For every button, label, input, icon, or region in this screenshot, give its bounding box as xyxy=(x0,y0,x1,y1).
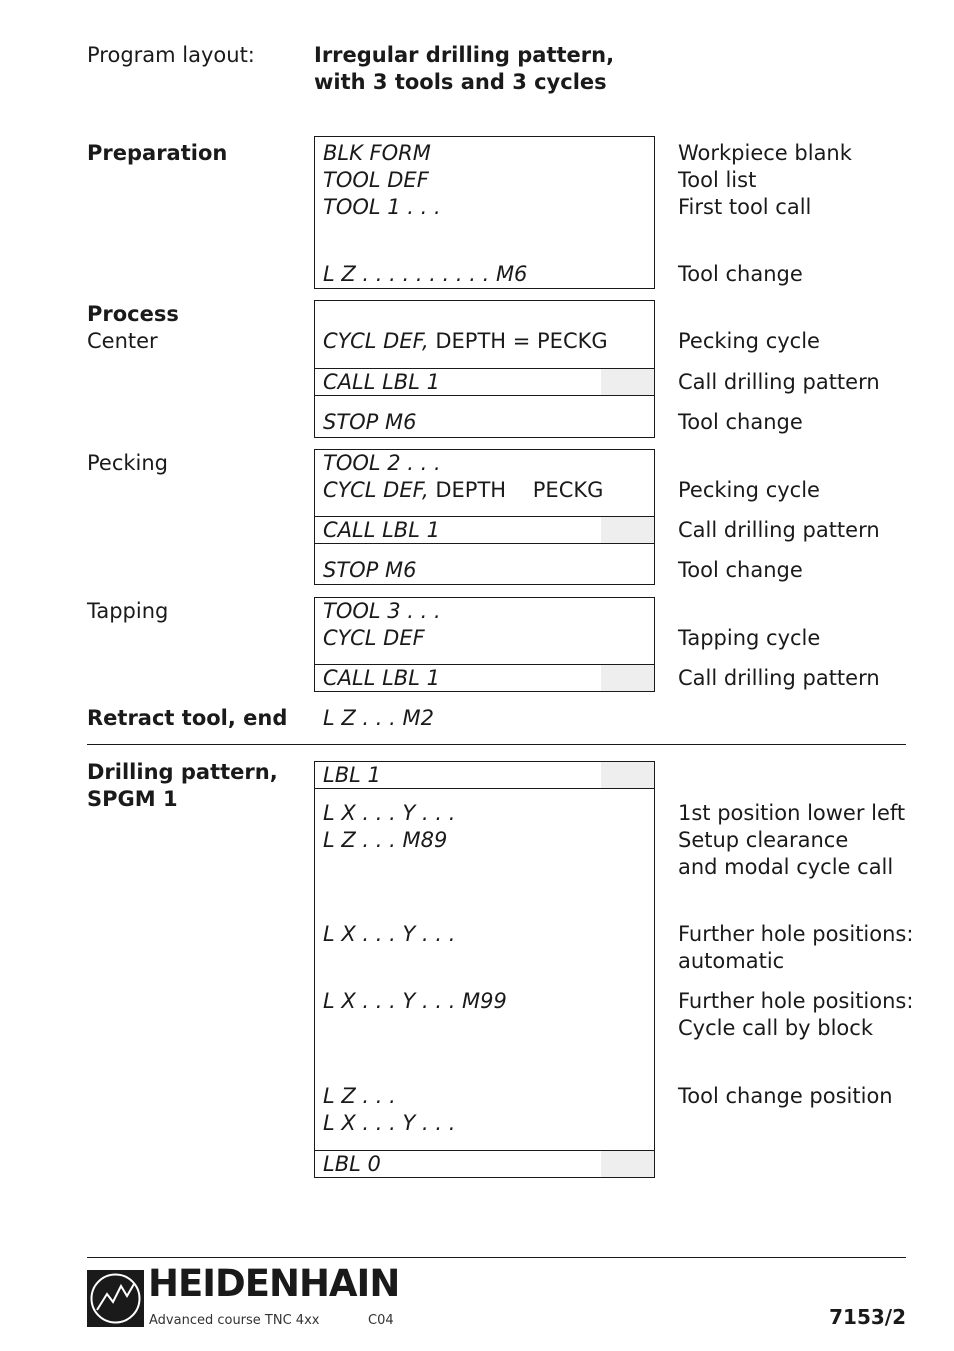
dp-code-4b: L X . . . Y . . . xyxy=(323,1111,456,1135)
pecking-label: Pecking xyxy=(87,451,169,475)
tapping-tool-3: TOOL 3 . . . xyxy=(323,599,441,623)
desc-automatic: automatic xyxy=(678,949,785,973)
course-code: C04 xyxy=(368,1313,394,1328)
code-tool-def: TOOL DEF xyxy=(323,168,429,192)
spgm-label: SPGM 1 xyxy=(87,787,178,811)
desc-setup-clearance: Setup clearance xyxy=(678,828,849,852)
pecking-stop-m6: STOP M6 xyxy=(323,558,417,582)
dp-code-1a: L X . . . Y . . . xyxy=(323,801,456,825)
desc-tool-change: Tool change xyxy=(678,262,803,286)
dp-code-4a: L Z . . . xyxy=(323,1084,396,1108)
desc-modal-cycle-call: and modal cycle call xyxy=(678,855,894,879)
desc-further-positions-2: Further hole positions: xyxy=(678,989,914,1013)
center-label: Center xyxy=(87,329,158,353)
desc-center-call: Call drilling pattern xyxy=(678,370,880,394)
desc-cycle-call-by-block: Cycle call by block xyxy=(678,1016,873,1040)
desc-first-tool-call: First tool call xyxy=(678,195,812,219)
dp-code-1b: L Z . . . M89 xyxy=(323,828,448,852)
lbl-1-start: LBL 1 xyxy=(314,761,655,789)
dp-code-3: L X . . . Y . . . M99 xyxy=(323,989,507,1013)
tapping-cycle-def: CYCL DEF xyxy=(323,626,425,650)
desc-tapping-cycle: Tapping cycle xyxy=(678,626,821,650)
pecking-cycle-def: CYCL DEF, DEPTH PECKG xyxy=(323,478,604,502)
dp-code-2: L X . . . Y . . . xyxy=(323,922,456,946)
retract-code: L Z . . . M2 xyxy=(323,706,434,730)
center-cycle-def: CYCL DEF, DEPTH = PECKG xyxy=(323,329,608,353)
lbl-0-end: LBL 0 xyxy=(314,1150,655,1178)
brand-wordmark: HEIDENHAIN xyxy=(148,1262,400,1305)
preparation-label: Preparation xyxy=(87,141,228,165)
program-title-line2: with 3 tools and 3 cycles xyxy=(314,70,607,94)
footer-divider xyxy=(87,1257,906,1258)
center-stop-m6: STOP M6 xyxy=(323,410,417,434)
desc-tool-list: Tool list xyxy=(678,168,757,192)
desc-1st-position: 1st position lower left xyxy=(678,801,906,825)
section-divider xyxy=(87,744,906,745)
pecking-call-lbl: CALL LBL 1 xyxy=(314,516,655,544)
center-call-lbl: CALL LBL 1 xyxy=(314,368,655,396)
desc-center-tool-change: Tool change xyxy=(678,410,803,434)
process-label: Process xyxy=(87,302,179,326)
program-layout-label: Program layout: xyxy=(87,43,255,67)
desc-center-pecking: Pecking cycle xyxy=(678,329,820,353)
desc-tool-change-position: Tool change position xyxy=(678,1084,893,1108)
pecking-tool-2: TOOL 2 . . . xyxy=(323,451,441,475)
tapping-label: Tapping xyxy=(87,599,169,623)
document-number: 7153/2 xyxy=(829,1305,906,1329)
desc-pecking-tool-change: Tool change xyxy=(678,558,803,582)
heidenhain-logo-icon xyxy=(87,1270,144,1327)
tapping-call-lbl: CALL LBL 1 xyxy=(314,664,655,692)
desc-pecking-cycle: Pecking cycle xyxy=(678,478,820,502)
code-tool-1: TOOL 1 . . . xyxy=(323,195,441,219)
desc-tapping-call: Call drilling pattern xyxy=(678,666,880,690)
code-lz-m6: L Z . . . . . . . . . . M6 xyxy=(323,262,528,286)
retract-label: Retract tool, end xyxy=(87,706,288,730)
desc-further-positions-1: Further hole positions: xyxy=(678,922,914,946)
desc-pecking-call: Call drilling pattern xyxy=(678,518,880,542)
program-title-line1: Irregular drilling pattern, xyxy=(314,43,615,67)
code-blk-form: BLK FORM xyxy=(323,141,431,165)
drilling-pattern-label: Drilling pattern, xyxy=(87,760,278,784)
desc-workpiece-blank: Workpiece blank xyxy=(678,141,852,165)
course-name: Advanced course TNC 4xx xyxy=(149,1313,320,1328)
